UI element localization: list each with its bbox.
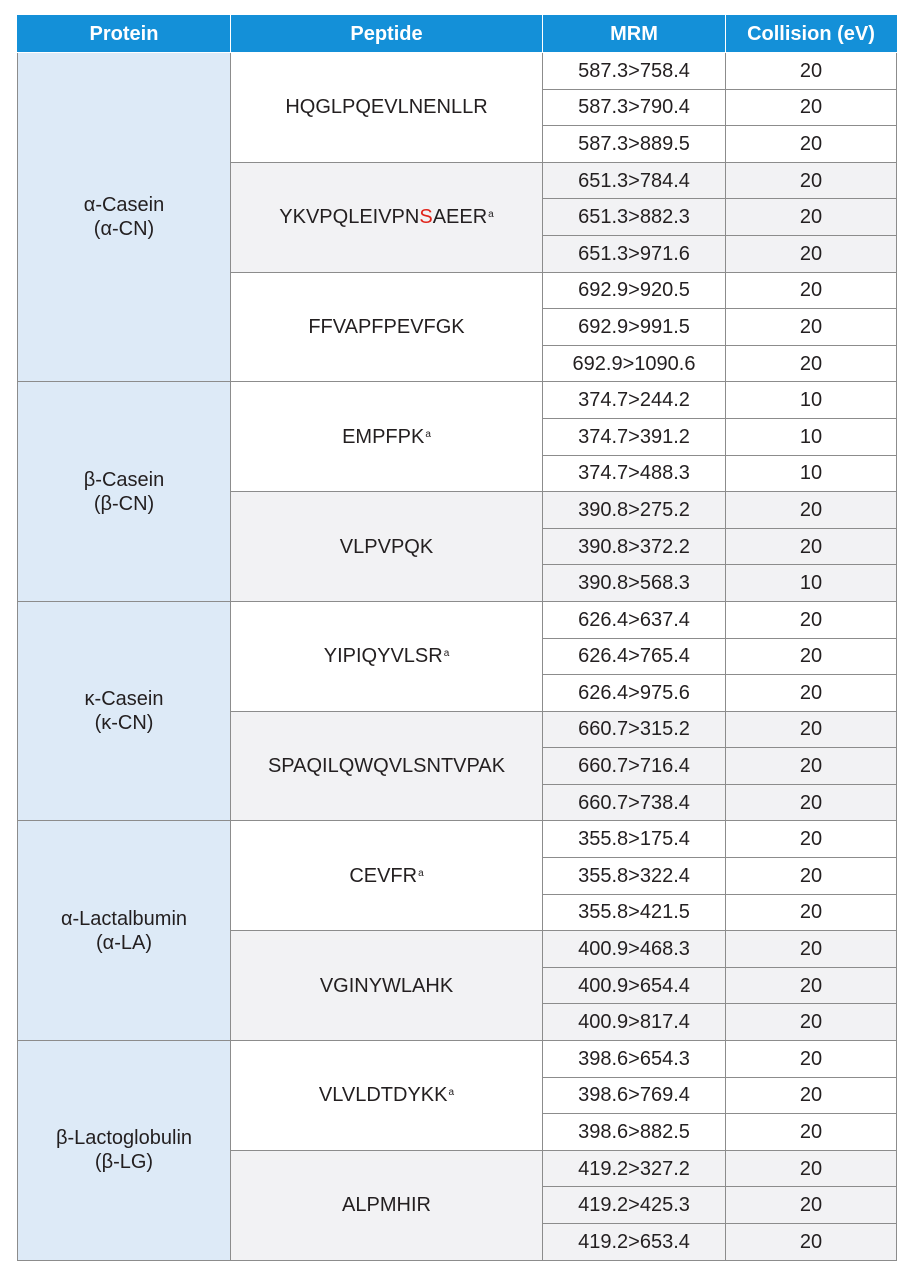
mrm-value: 651.3>971.6 <box>543 235 726 272</box>
mrm-table <box>17 15 897 1261</box>
mrm-value: 660.7>716.4 <box>543 748 726 785</box>
mrm-value: 626.4>637.4 <box>543 601 726 638</box>
table-row <box>18 601 897 638</box>
table-row <box>18 382 897 419</box>
peptide-cell <box>231 162 543 272</box>
mrm-value: 398.6>882.5 <box>543 1114 726 1151</box>
collision-value: 20 <box>726 199 897 236</box>
mrm-value: 355.8>175.4 <box>543 821 726 858</box>
collision-value: 20 <box>726 1041 897 1078</box>
mrm-value: 355.8>322.4 <box>543 858 726 895</box>
protein-name: α-Casein <box>83 194 165 217</box>
protein-abbr: (κ-CN) <box>94 712 154 735</box>
protein-abbr: (β-LG) <box>94 1151 154 1174</box>
peptide-seq: CEVFR <box>349 864 418 887</box>
footnote-marker: a <box>448 1087 455 1099</box>
collision-value: 20 <box>726 931 897 968</box>
footnote-marker: a <box>443 648 450 660</box>
table-row <box>18 1041 897 1078</box>
collision-value: 20 <box>726 675 897 712</box>
collision-value: 20 <box>726 235 897 272</box>
peptide-cell <box>231 1041 543 1151</box>
peptide-seq-part: AEER <box>432 206 488 229</box>
collision-value: 20 <box>726 528 897 565</box>
peptide-cell <box>231 382 543 492</box>
collision-value: 20 <box>726 821 897 858</box>
peptide-seq: EMPFPK <box>342 425 425 448</box>
mrm-value: 651.3>882.3 <box>543 199 726 236</box>
collision-value: 20 <box>726 748 897 785</box>
peptide-seq: VGINYWLAHK <box>319 974 454 997</box>
collision-value: 20 <box>726 858 897 895</box>
collision-value: 20 <box>726 1114 897 1151</box>
mrm-value: 651.3>784.4 <box>543 162 726 199</box>
mrm-value: 587.3>758.4 <box>543 53 726 90</box>
collision-value: 10 <box>726 565 897 602</box>
peptide-cell <box>231 821 543 931</box>
header-protein: Protein <box>18 16 231 53</box>
peptide-cell <box>231 492 543 602</box>
peptide-seq: HQGLPQEVLNENLLR <box>285 96 488 119</box>
collision-value: 20 <box>726 492 897 529</box>
mrm-value: 419.2>425.3 <box>543 1187 726 1224</box>
collision-value: 20 <box>726 53 897 90</box>
mrm-value: 660.7>315.2 <box>543 711 726 748</box>
protein-cell <box>18 601 231 821</box>
peptide-seq: FFVAPFPEVFGK <box>308 315 465 338</box>
mrm-value: 660.7>738.4 <box>543 784 726 821</box>
mrm-value: 400.9>468.3 <box>543 931 726 968</box>
mrm-value: 398.6>769.4 <box>543 1077 726 1114</box>
protein-cell <box>18 821 231 1041</box>
collision-value: 20 <box>726 345 897 382</box>
collision-value: 20 <box>726 272 897 309</box>
peptide-cell <box>231 601 543 711</box>
collision-value: 20 <box>726 601 897 638</box>
collision-value: 20 <box>726 638 897 675</box>
peptide-seq: ALPMHIR <box>342 1194 431 1217</box>
peptide-seq-part: YKVPQLEIVPN <box>279 206 420 229</box>
protein-cell <box>18 1041 231 1261</box>
table-header <box>18 16 897 53</box>
mrm-value: 692.9>920.5 <box>543 272 726 309</box>
peptide-cell <box>231 711 543 821</box>
peptide-seq: YIPIQYVLSR <box>323 645 443 668</box>
header-mrm: MRM <box>543 16 726 53</box>
mrm-value: 400.9>654.4 <box>543 967 726 1004</box>
collision-value: 20 <box>726 1077 897 1114</box>
mrm-value: 400.9>817.4 <box>543 1004 726 1041</box>
mrm-value: 390.8>568.3 <box>543 565 726 602</box>
collision-value: 20 <box>726 1187 897 1224</box>
collision-value: 20 <box>726 711 897 748</box>
footnote-marker: a <box>418 867 424 879</box>
protein-name: α-Lactalbumin <box>60 907 188 930</box>
mrm-value: 398.6>654.3 <box>543 1041 726 1078</box>
mrm-value: 626.4>765.4 <box>543 638 726 675</box>
protein-abbr: (α-LA) <box>95 931 152 954</box>
footnote-marker: a <box>425 428 431 440</box>
mrm-value: 419.2>653.4 <box>543 1224 726 1261</box>
peptide-seq: VLVLDTDYKK <box>318 1084 448 1107</box>
collision-value: 20 <box>726 1150 897 1187</box>
table-row <box>18 53 897 90</box>
collision-value: 10 <box>726 382 897 419</box>
collision-value: 20 <box>726 967 897 1004</box>
peptide-cell <box>231 53 543 163</box>
mrm-value: 355.8>421.5 <box>543 894 726 931</box>
mrm-value: 374.7>244.2 <box>543 382 726 419</box>
collision-value: 20 <box>726 309 897 346</box>
mrm-value: 419.2>327.2 <box>543 1150 726 1187</box>
collision-value: 20 <box>726 126 897 163</box>
collision-value: 10 <box>726 455 897 492</box>
mrm-value: 374.7>391.2 <box>543 418 726 455</box>
mrm-value: 692.9>1090.6 <box>543 345 726 382</box>
mrm-value: 374.7>488.3 <box>543 455 726 492</box>
collision-value: 20 <box>726 162 897 199</box>
protein-cell <box>18 382 231 602</box>
mrm-value: 626.4>975.6 <box>543 675 726 712</box>
table-body <box>18 53 897 1261</box>
protein-name: β-Casein <box>83 468 165 491</box>
collision-value: 20 <box>726 784 897 821</box>
collision-value: 10 <box>726 418 897 455</box>
footnote-marker: a <box>488 209 494 221</box>
collision-value: 20 <box>726 1224 897 1261</box>
mrm-value: 390.8>372.2 <box>543 528 726 565</box>
collision-value: 20 <box>726 1004 897 1041</box>
peptide-seq: SPAQILQWQVLSNTVPAK <box>267 755 506 778</box>
mrm-value: 587.3>790.4 <box>543 89 726 126</box>
mrm-value: 692.9>991.5 <box>543 309 726 346</box>
protein-cell <box>18 53 231 382</box>
header-peptide: Peptide <box>231 16 543 53</box>
peptide-seq: VLPVPQK <box>339 535 434 558</box>
peptide-cell <box>231 931 543 1041</box>
protein-name: κ-Casein <box>84 688 164 711</box>
peptide-cell <box>231 272 543 382</box>
mrm-value: 390.8>275.2 <box>543 492 726 529</box>
mrm-value: 587.3>889.5 <box>543 126 726 163</box>
protein-name: β-Lactoglobulin <box>55 1127 193 1150</box>
peptide-cell <box>231 1150 543 1260</box>
collision-value: 20 <box>726 89 897 126</box>
header-collision: Collision (eV) <box>726 16 897 53</box>
peptide-highlight-residue: S <box>419 206 433 229</box>
collision-value: 20 <box>726 894 897 931</box>
protein-abbr: (β-CN) <box>93 492 155 515</box>
header-row <box>18 16 897 53</box>
table-row <box>18 821 897 858</box>
protein-abbr: (α-CN) <box>93 218 155 241</box>
